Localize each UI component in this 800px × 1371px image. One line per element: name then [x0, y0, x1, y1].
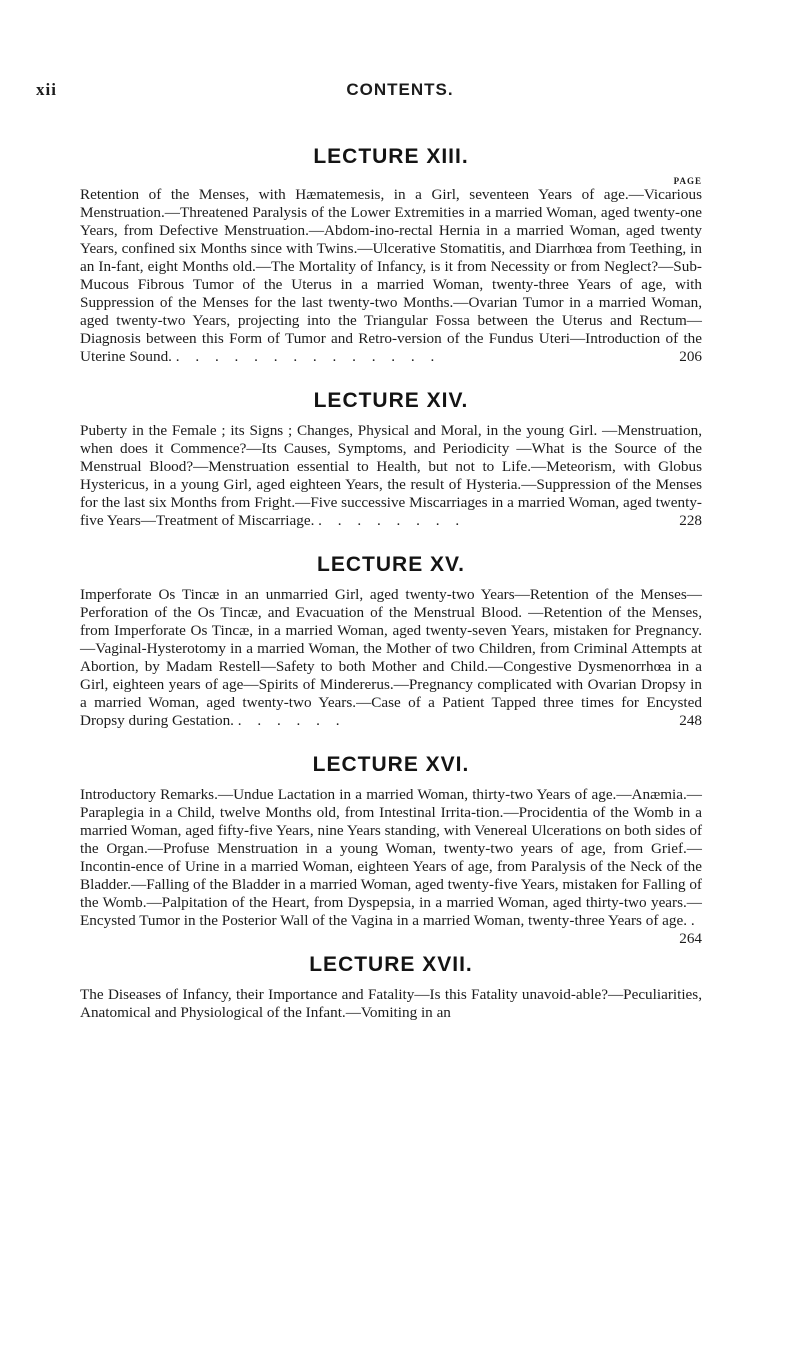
dot-leaders: .: [690, 912, 701, 929]
lecture-entry: [80, 552, 702, 730]
page-column-label: PAGE: [673, 176, 702, 186]
lecture-summary-text: Imperforate Os Tincæ in an unmarried Girl, aged twenty-two Years—Retention of the Menses—Perforation of the Os Tincæ, and Evacuation of the Menstrual Blood. —Retention of the Menses, from Imperforate Os Tincæ, in a married Woman, aged twenty-seven Years, mistaken for Pregnancy.—Vaginal-Hysterotomy in a married Woman, the Mother of two Children, from Criminal Attempts at Abortion, by Madam Restell—Safety to both Mother and Child.—Congestive Dysmenorrhœa in a Girl, eighteen years of age—Spirits of Mindererus.—Pregnancy complicated with Ovarian Dropsy in a married Woman, aged twenty-two Years.—Case of a Patient Tapped three times for Encysted Dropsy during Gestation.: [80, 586, 702, 729]
lecture-summary-text: Puberty in the Female ; its Signs ; Changes, Physical and Moral, in the young Girl. —Menstruation, when does it Commence?—Its Causes, Symptoms, and Periodicity —What is the Source of the Menstrual Blood?—Menstruation essential to Health, but not to Life.—Meteorism, with Globus Hystericus, in a young Girl, aged eighteen Years, the result of Hysteria.—Suppression of the Menses for the last six Months from Fright.—Five successive Miscarriages in a married Woman, aged twenty-five Years—Treatment of Miscarriage.: [80, 422, 702, 529]
lecture-summary-text: The Diseases of Infancy, their Importance and Fatality—Is this Fatality unavoid-able?—Peculiarities, Anatomical and Physiological of the Infant.—Vomiting in an: [80, 986, 702, 1021]
running-header: [0, 80, 800, 104]
lecture-entry: [80, 752, 702, 947]
lecture-title: LECTURE XIV.: [313, 389, 469, 412]
lecture-title: LECTURE XVII.: [309, 953, 473, 976]
contents-list: [80, 144, 702, 1022]
lecture-title: LECTURE XIII.: [313, 145, 469, 168]
lecture-summary: [80, 186, 702, 366]
running-title: CONTENTS.: [346, 80, 454, 99]
dot-leaders: . . . . . . . . . . . . . .: [175, 348, 441, 365]
lecture-summary: [80, 786, 702, 947]
lecture-summary: [80, 422, 702, 530]
lecture-summary-text: Introductory Remarks.—Undue Lactation in a married Woman, thirty-two Years of age.—Anæmia.—Paraplegia in a Child, twelve Months old, from Intestinal Irrita-tion.—Procidentia of the Womb in a married Woman, aged fifty-five Years, nine Years standing, with Venereal Ulcerations on both sides of the Organ.—Profuse Menstruation in a young Woman, twenty-two years of age, from Grief.—Incontin-ence of Urine in a married Woman, eighteen Years of age, from Paralysis of the Neck of the Bladder.—Falling of the Bladder in a married Woman, aged twenty-five Years, mistaken for Falling of the Womb.—Palpitation of the Heart, from Dyspepsia, in a married Woman, aged thirty-two years.—Encysted Tumor in the Posterior Wall of the Vagina in a married Woman, twenty-three Years of age.: [80, 786, 702, 929]
lecture-title: LECTURE XV.: [317, 553, 465, 576]
lecture-entry: [80, 952, 702, 1022]
dot-leaders: . . . . . . . .: [318, 512, 466, 529]
page-number: xii: [36, 80, 57, 99]
lecture-title: LECTURE XVI.: [312, 753, 470, 776]
lecture-summary: [80, 986, 702, 1022]
lecture-page-number: 248: [679, 712, 702, 729]
lecture-page-number: 228: [679, 512, 702, 529]
lecture-summary-text: Retention of the Menses, with Hæmatemesis, in a Girl, seventeen Years of age.—Vicarious Menstruation.—Threatened Paralysis of the Lower Extremities in a married Woman, aged twenty-one Years, from Defective Menstruation.—Abdom-ino-rectal Hernia in a married Woman, aged twenty Years, confined six Months since with Twins.—Ulcerative Stomatitis, and Diarrhœa from Teething, in an In-fant, eight Months old.—The Mortality of Infancy, is it from Necessity or from Neglect?—Sub-Mucous Fibrous Tumor of the Uterus in a married Woman, twenty-three Years of age, with Suppression of the Menses for the last twenty-two Months.—Ovarian Tumor in a married Woman, aged twenty-two Years, projecting into the Triangular Fossa between the Uterus and Rectum—Diagnosis between this Form of Tumor and Retro-version of the Fundus Uteri—Introduction of the Uterine Sound.: [80, 186, 702, 365]
dot-leaders: . . . . . .: [237, 712, 346, 729]
lecture-page-number: 264: [679, 930, 702, 947]
lecture-summary: [80, 586, 702, 730]
lecture-page-number: 206: [679, 348, 702, 365]
lecture-entry: [80, 144, 702, 366]
lecture-entry: [80, 388, 702, 530]
